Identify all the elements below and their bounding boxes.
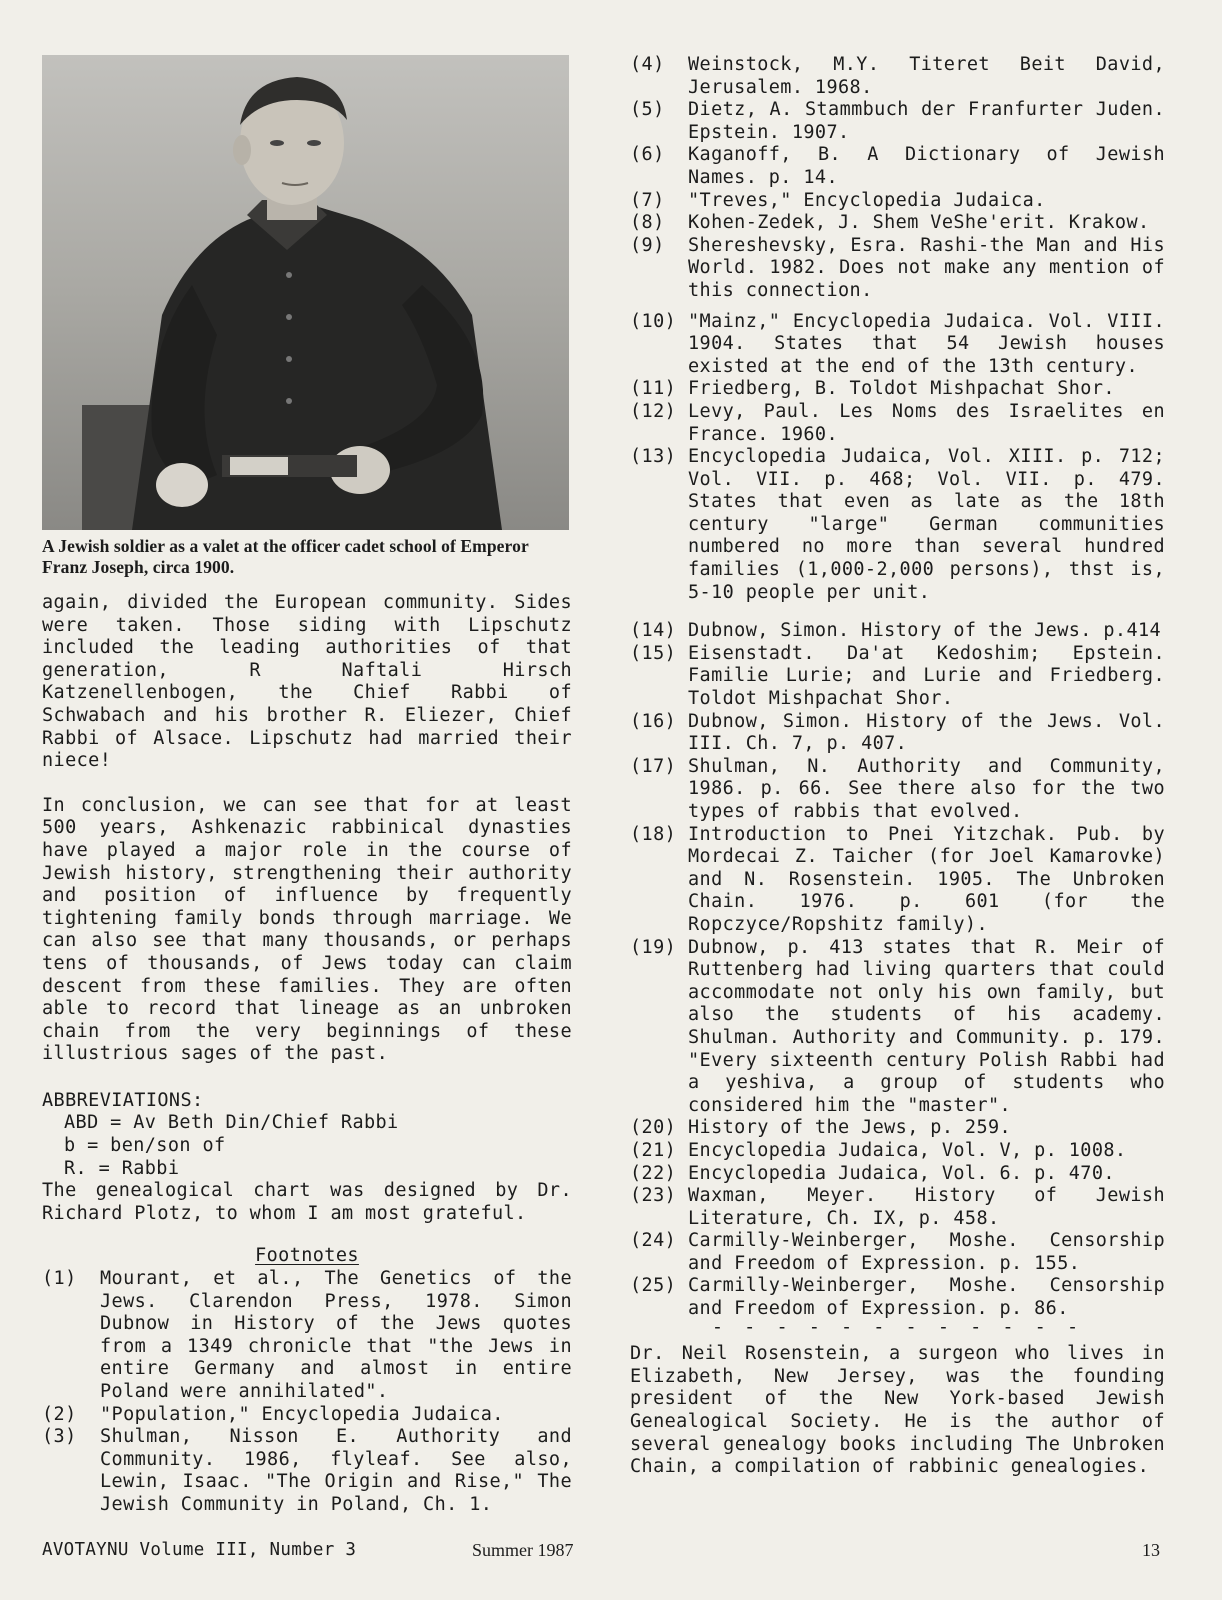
body-paragraph: again, divided the European community. Sides were taken. Those siding with Lipschutz included the leading authorities of that generation, R Naftali Hirsch Katzenellenbogen, the Chief Rabbi of Schwabach and his brother R. Eliezer, Chief Rabbi of Alsace. Lipschutz had married their niece! — [42, 592, 572, 772]
abbreviation-item: b = ben/son of — [64, 1135, 226, 1157]
footnote-text: Kohen-Zedek, J. Shem VeShe'erit. Krakow. — [688, 212, 1150, 234]
footnote-number: (4) — [630, 54, 665, 75]
footnote-number: (25) — [630, 1275, 677, 1297]
footnote-number: (16) — [630, 710, 677, 732]
footnote-number: (21) — [630, 1139, 677, 1161]
section-divider: - - - - - - - - - - - - — [711, 1316, 1084, 1338]
footnote — [630, 1185, 1165, 1230]
footnote — [42, 1268, 572, 1404]
footnote-text: Carmilly-Weinberger, Moshe. Censorship and Freedom of Expression. p. 86. — [688, 1275, 1165, 1320]
footnote-text: "Treves," Encyclopedia Judaica. — [688, 189, 1046, 211]
footnote-number: (24) — [630, 1230, 677, 1252]
abbreviation-item: ABD = Av Beth Din/Chief Rabbi — [64, 1112, 399, 1134]
footnote — [630, 1230, 1165, 1275]
footnote — [630, 1275, 1165, 1320]
footnote-text: Dubnow, p. 413 states that R. Meir of Ruttenberg had living quarters that could accommodate not only his own family, but also the students of his academy. Shulman. Authority and Community. p. 179. "Every sixteenth century Polish Rabbi had a yeshiva, a group of students who considered him the "master". — [688, 936, 1165, 1116]
footnote-text: Kaganoff, B. A Dictionary of Jewish Names. p. 14. — [688, 144, 1165, 188]
footnote-number: (1) — [42, 1268, 77, 1290]
footnote-text: Shulman, N. Authority and Community, 1986. p. 66. See there also for the two types of rabbis that evolved. — [688, 755, 1165, 822]
footnote-number: (12) — [630, 400, 677, 422]
footnote-text: "Population," Encyclopedia Judaica. — [100, 1403, 504, 1425]
footnote — [630, 190, 1165, 213]
footnote-text: Shulman, Nisson E. Authority and Community. 1986, flyleaf. See also, Lewin, Isaac. "The Origin and Rise," The Jewish Community in Poland, Ch. 1. — [100, 1426, 572, 1515]
footnote-text: Levy, Paul. Les Noms des Israelites en France. 1960. — [688, 400, 1165, 445]
left-column — [42, 55, 572, 1517]
footnote-number: (14) — [630, 620, 677, 642]
footnote — [630, 1117, 1165, 1140]
abbreviation-item: R. = Rabbi — [64, 1157, 180, 1179]
footnote — [630, 620, 1165, 643]
footnote-number: (7) — [630, 189, 665, 211]
footnote-text: Encyclopedia Judaica, Vol. XIII. p. 712; Vol. VII. p. 468; Vol. VII. p. 479. States that even as late as the 18th century "large" German communities numbered no more than several hundred families (1,000-2,000 persons), thst is, 5-10 people per unit. — [688, 446, 1165, 603]
footnote — [630, 1163, 1165, 1186]
footnote-list — [630, 54, 1165, 1321]
footnote — [630, 378, 1165, 401]
footnote — [630, 54, 1165, 99]
footnote-number: (6) — [630, 144, 665, 166]
footnote-number: (3) — [42, 1426, 77, 1448]
footnote — [630, 756, 1165, 824]
footnote-text: Dubnow, Simon. History of the Jews. p.414 — [688, 620, 1162, 642]
footnote-text: Shereshevsky, Esra. Rashi-the Man and His World. 1982. Does not make any mention of this connection. — [688, 234, 1165, 301]
footnote — [42, 1404, 572, 1427]
footnote — [630, 446, 1165, 604]
footnote — [630, 311, 1165, 379]
issue-season: Summer 1987 — [472, 1540, 574, 1560]
footnote-text: Encyclopedia Judaica, Vol. 6. p. 470. — [688, 1162, 1115, 1184]
footnote-text: Eisenstadt. Da'at Kedoshim; Epstein. Familie Lurie; and Lurie and Friedberg. Toldot Mishpachat Shor. — [688, 642, 1165, 710]
footnote-number: (9) — [630, 234, 665, 256]
footnote-number: (11) — [630, 378, 677, 400]
soldier-illustration — [42, 55, 569, 530]
footnote-number: (20) — [630, 1117, 677, 1139]
author-bio: Dr. Neil Rosenstein, a surgeon who lives in Elizabeth, New Jersey, was the founding president of the New York-based Jewish Genealogical Society. He is the author of several genealogy books including The Unbroken Chain, a compilation of rabbinic genealogies. — [630, 1343, 1165, 1478]
footnote-number: (10) — [630, 310, 677, 332]
soldier-photo — [42, 55, 569, 530]
footnote-text: Introduction to Pnei Yitzchak. Pub. by Mordecai Z. Taicher (for Joel Kamarovke) and N. Rosenstein. 1905. The Unbroken Chain. 1976. p. 601 (for the Ropczyce/Ropshitz family). — [688, 823, 1165, 935]
footnotes-heading: Footnotes — [255, 1245, 359, 1267]
footnote-text: Weinstock, M.Y. Titeret Beit David, Jerusalem. 1968. — [688, 54, 1165, 98]
footnote-number: (2) — [42, 1403, 77, 1425]
footnote-text: Encyclopedia Judaica, Vol. V, p. 1008. — [688, 1139, 1127, 1161]
footnote — [630, 643, 1165, 711]
page-number: 13 — [1142, 1540, 1160, 1560]
footnote-number: (13) — [630, 446, 677, 468]
footnote-text: Dietz, A. Stammbuch der Franfurter Juden. Epstein. 1907. — [688, 99, 1165, 143]
footnote-text: Mourant, et al., The Genetics of the Jews. Clarendon Press, 1978. Simon Dubnow in History of the Jews quotes from a 1349 chronicle that "the Jews in entire Germany and almost in entire Poland were annihilated". — [100, 1268, 572, 1402]
acknowledgement: The genealogical chart was designed by Dr. Richard Plotz, to whom I am most grateful. — [42, 1180, 572, 1224]
footnote — [630, 401, 1165, 446]
footnote-text: "Mainz," Encyclopedia Judaica. Vol. VIII. 1904. States that 54 Jewish houses existed at the end of the 13th century. — [688, 310, 1165, 377]
footnote — [630, 99, 1165, 144]
footnote-number: (17) — [630, 755, 677, 777]
footnote-number: (19) — [630, 936, 677, 958]
footnote — [630, 824, 1165, 937]
footnote-text: History of the Jews, p. 259. — [688, 1117, 1012, 1139]
footnote-number: (15) — [630, 642, 677, 664]
publication-footer: AVOTAYNU Volume III, Number 3 — [42, 1540, 357, 1560]
footnote-number: (5) — [630, 99, 665, 121]
footnote — [630, 144, 1165, 189]
footnote-text: Dubnow, Simon. History of the Jews. Vol. III. Ch. 7, p. 407. — [688, 710, 1165, 755]
footnote-number: (22) — [630, 1162, 677, 1184]
footnote-number: (23) — [630, 1185, 677, 1207]
footnote — [630, 1140, 1165, 1163]
footnote-text: Waxman, Meyer. History of Jewish Literature, Ch. IX, p. 458. — [688, 1185, 1165, 1229]
photo-caption: A Jewish soldier as a valet at the officer cadet school of Emperor Franz Joseph, circa 1900. — [42, 536, 529, 577]
footnote — [630, 711, 1165, 756]
abbreviations-heading: ABBREVIATIONS: — [42, 1089, 204, 1111]
footnote-text: Friedberg, B. Toldot Mishpachat Shor. — [688, 378, 1115, 400]
footnote — [42, 1426, 572, 1516]
footnote-number: (8) — [630, 212, 665, 234]
footnote-number: (18) — [630, 823, 677, 845]
footnote — [630, 937, 1165, 1118]
right-column — [630, 54, 1165, 1497]
body-paragraph: In conclusion, we can see that for at least 500 years, Ashkenazic rabbinical dynasties have played a major role in the course of Jewish history, strengthening their authority and position of influence by frequently tightening family bonds through marriage. We can also see that many thousands, or perhaps tens of thousands, of Jews today can claim descent from these families. They are often able to record that lineage as an unbroken chain from the very beginnings of these illustrious sages of the past. — [42, 794, 572, 1065]
footnote-text: Carmilly-Weinberger, Moshe. Censorship and Freedom of Expression. p. 155. — [688, 1230, 1165, 1274]
footnote — [630, 235, 1165, 303]
footnote — [630, 212, 1165, 235]
